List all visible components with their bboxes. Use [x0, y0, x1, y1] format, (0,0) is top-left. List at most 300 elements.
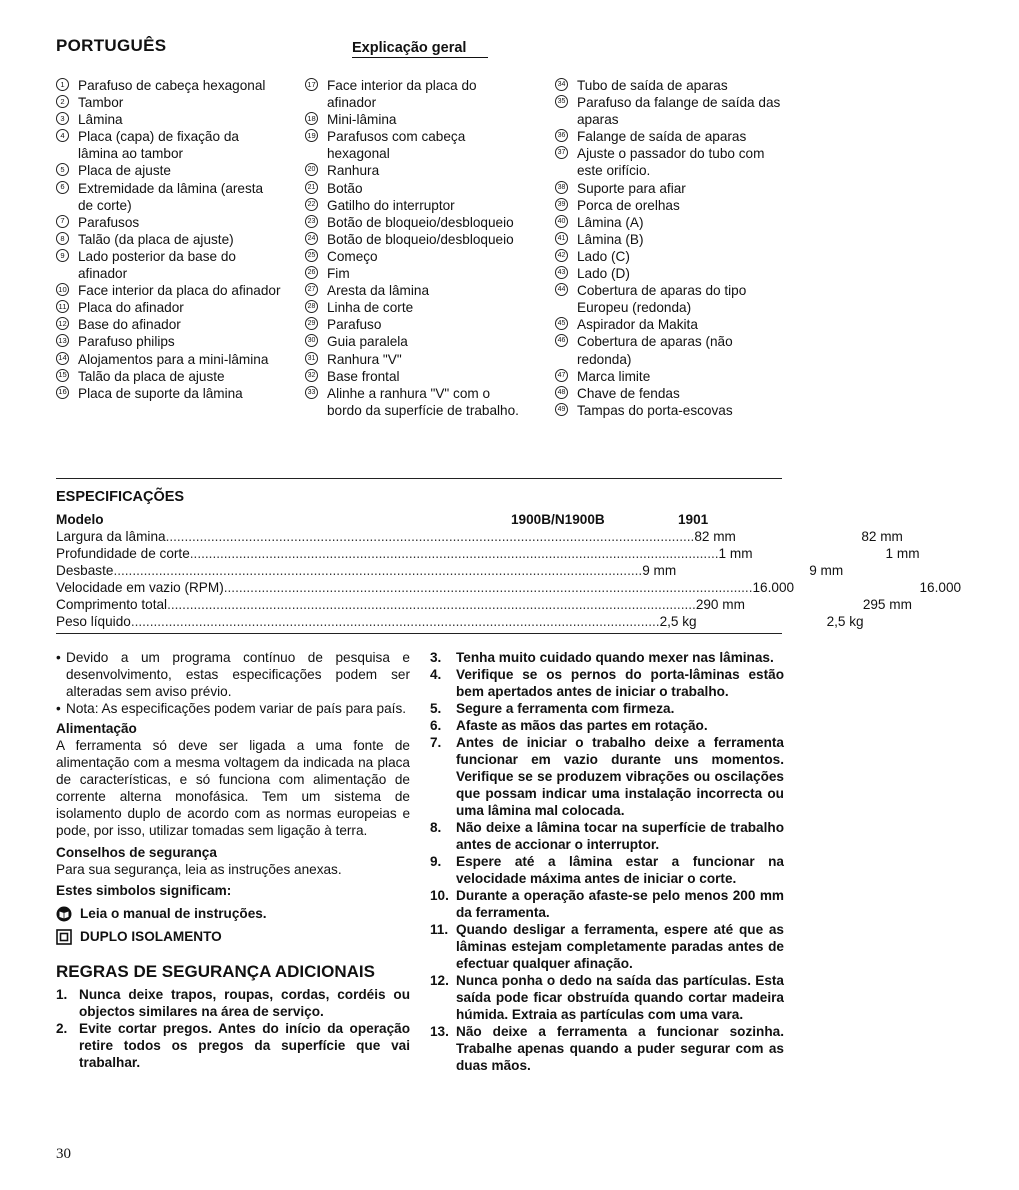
part-number: 34 [555, 78, 568, 91]
rule-text: Afaste as mãos das partes em rotação. [456, 718, 708, 733]
specs-title: ESPECIFICAÇÕES [56, 489, 185, 505]
part-number-wrap [305, 265, 327, 282]
part-label: Gatilho do interruptor [327, 197, 455, 213]
specs-label: Profundidade de corte [56, 546, 190, 561]
part-label: Começo [327, 248, 378, 264]
rule-text: Evite cortar pregos. Antes do início da operação retire todos os pregos da superfície que vai trabalhar. [79, 1021, 410, 1070]
part-number-wrap [555, 282, 577, 316]
specs-label-cell [56, 545, 719, 562]
part-number-wrap [555, 214, 577, 231]
part-label: Parafuso [327, 317, 382, 333]
part-number: 22 [305, 198, 318, 211]
rule-text: Segure a ferramenta com firmeza. [456, 701, 675, 716]
safety-rule [56, 986, 410, 1020]
part-label: Talão da placa de ajuste [78, 368, 225, 384]
specs-value-model-2: 2,5 kg [826, 614, 864, 629]
specs-row [56, 528, 903, 545]
part-item [56, 248, 281, 282]
safety-rule [430, 734, 784, 819]
specs-row [56, 562, 844, 579]
part-item [305, 77, 525, 111]
part-item [56, 162, 281, 179]
manual-icon [56, 906, 72, 922]
part-number-wrap [56, 77, 78, 94]
leader-dots: ............................................................................................................................................ [167, 597, 696, 612]
part-label: Base do afinador [78, 317, 181, 333]
part-label: Extremidade da lâmina (aresta de corte) [78, 180, 264, 213]
specs-value-model-2: 1 mm [885, 546, 920, 561]
part-number: 13 [56, 334, 69, 347]
safety-rule [430, 1023, 784, 1074]
part-label: Parafusos com cabeça hexagonal [327, 129, 466, 162]
part-item [555, 94, 790, 128]
part-number-wrap [555, 385, 577, 402]
part-label: Lâmina (A) [577, 214, 644, 230]
part-number-wrap [56, 316, 78, 333]
specs-value-model-2: 82 mm [861, 529, 903, 544]
part-number-wrap [305, 128, 327, 162]
part-number: 38 [555, 181, 568, 194]
part-item [555, 197, 790, 214]
part-item [56, 180, 281, 214]
part-number: 43 [555, 266, 568, 279]
part-number-wrap [555, 180, 577, 197]
safety-rule [430, 921, 784, 972]
part-item [56, 94, 281, 111]
part-item [56, 128, 281, 162]
part-number: 32 [305, 369, 318, 382]
specs-table [56, 511, 962, 630]
part-number: 21 [305, 181, 318, 194]
part-label: Botão [327, 180, 363, 196]
rule-text: Nunca ponha o dedo na saída das partículas. Esta saída pode ficar obstruída quando cortar madeira húmida. Extraia as partículas com uma vara. [456, 973, 784, 1022]
rule-number: 4. [430, 667, 442, 682]
part-number-wrap [56, 385, 78, 402]
part-label: Parafuso de cabeça hexagonal [78, 78, 266, 93]
part-number-wrap [56, 111, 78, 128]
part-number-wrap [305, 162, 327, 179]
part-label: Talão (da placa de ajuste) [78, 231, 234, 247]
part-number-wrap [555, 77, 577, 94]
part-label: Guia paralela [327, 334, 408, 350]
part-number: 30 [305, 334, 318, 347]
part-label: Tambor [78, 95, 124, 111]
part-label: Mini-lâmina [327, 112, 397, 128]
part-item [56, 77, 281, 94]
part-item [555, 265, 790, 282]
part-number-wrap [56, 248, 78, 282]
part-item [305, 197, 525, 214]
safety-rule [430, 853, 784, 887]
part-item [305, 282, 525, 299]
specs-value-model-1: 9 mm [642, 563, 677, 578]
note-item [56, 700, 410, 717]
part-number: 39 [555, 198, 568, 211]
safety-heading: Conselhos de segurança [56, 845, 217, 860]
specs-label-cell [56, 596, 696, 613]
part-label: Placa de ajuste [78, 163, 171, 179]
part-number: 14 [56, 352, 69, 365]
leader-dots: ............................................................................................................................................ [113, 563, 643, 578]
part-number: 37 [555, 146, 568, 159]
specs-value-model-2: 295 mm [862, 597, 912, 612]
rule-number: 2. [56, 1021, 68, 1036]
part-number-wrap [555, 402, 577, 419]
part-number: 47 [555, 369, 568, 382]
specs-row [56, 613, 864, 630]
part-number: 26 [305, 266, 318, 279]
specs-value-model-1: 82 mm [694, 529, 736, 544]
part-number: 17 [305, 78, 318, 91]
rule-number: 3. [430, 650, 442, 665]
part-number-wrap [305, 77, 327, 111]
part-label: Face interior da placa do afinador [78, 283, 281, 299]
part-label: Cobertura de aparas (não redonda) [577, 334, 733, 367]
rule-number: 13. [430, 1024, 449, 1039]
part-label: Marca limite [577, 368, 651, 384]
part-item [305, 351, 525, 368]
part-number: 45 [555, 317, 568, 330]
additional-rules-title: REGRAS DE SEGURANÇA ADICIONAIS [56, 962, 375, 981]
part-number: 29 [305, 317, 318, 330]
bullet: • [56, 701, 61, 716]
safety-rule [430, 887, 784, 921]
part-item [56, 231, 281, 248]
rule-text: Não deixe a ferramenta a funcionar sozinha. Trabalhe apenas quando a puder segurar com as duas mãos. [456, 1024, 784, 1073]
part-number: 24 [305, 232, 318, 245]
part-item [305, 385, 525, 419]
symbol-row-manual [56, 905, 410, 922]
part-number: 15 [56, 369, 69, 382]
rule-text: Tenha muito cuidado quando mexer nas lâminas. [456, 650, 774, 665]
part-item [56, 316, 281, 333]
part-number-wrap [305, 231, 327, 248]
symbol-text: Leia o manual de instruções. [80, 906, 267, 921]
symbol-row-double-insulation [56, 928, 410, 945]
bullet: • [56, 650, 61, 665]
part-number-wrap [56, 351, 78, 368]
rule-number: 7. [430, 735, 442, 750]
part-item [56, 214, 281, 231]
part-item [56, 111, 281, 128]
part-number: 33 [305, 386, 318, 399]
part-number-wrap [56, 333, 78, 350]
leader-dots: ............................................................................................................................................ [223, 580, 753, 595]
part-item [555, 128, 790, 145]
specs-value-model-2: 16.000 [919, 580, 962, 595]
power-text: A ferramenta só deve ser ligada a uma fonte de alimentação com a mesma voltagem da indicada na placa de características, e só funciona com alimentação de corrente alterna monofásica. Tem um sistema de isolamento duplo de acordo com as normas europeias e pode, por isso, utilizar tomadas sem ligação à terra. [56, 738, 410, 838]
rule-text: Quando desligar a ferramenta, espere até que as lâminas estejam completamente paradas antes de efectuar qualquer afinação. [456, 922, 784, 971]
part-number-wrap [305, 368, 327, 385]
part-label: Fim [327, 266, 350, 282]
rule-number: 9. [430, 854, 442, 869]
safety-text: Para sua segurança, leia as instruções anexas. [56, 862, 342, 877]
part-item [555, 77, 790, 94]
rule-text: Verifique se os pernos do porta-lâminas estão bem apertados antes de iniciar o trabalho. [456, 667, 784, 699]
double-insulation-icon [56, 929, 72, 945]
safety-rule [56, 1020, 410, 1071]
language-heading: PORTUGUÊS [56, 36, 167, 55]
part-item [56, 299, 281, 316]
part-label: Botão de bloqueio/desbloqueio [327, 214, 514, 230]
part-number: 4 [56, 129, 69, 142]
part-number: 7 [56, 215, 69, 228]
part-number-wrap [305, 111, 327, 128]
part-number-wrap [305, 282, 327, 299]
specs-label: Peso líquido [56, 614, 131, 629]
part-item [555, 385, 790, 402]
section-title: Explicação geral [352, 40, 488, 58]
part-number-wrap [555, 316, 577, 333]
part-number: 49 [555, 403, 568, 416]
part-label: Linha de corte [327, 300, 414, 316]
part-number-wrap [56, 128, 78, 162]
part-item [305, 231, 525, 248]
part-item [305, 180, 525, 197]
part-item [555, 316, 790, 333]
specs-model-2: 1901 [678, 512, 709, 527]
safety-rule [430, 972, 784, 1023]
note-text: Nota: As especificações podem variar de país para país. [66, 701, 407, 716]
rule-number: 8. [430, 820, 442, 835]
part-number: 27 [305, 283, 318, 296]
part-label: Cobertura de aparas do tipo Europeu (redonda) [577, 283, 747, 316]
leader-dots: ............................................................................................................................................ [130, 614, 660, 629]
safety-rule [430, 649, 784, 666]
part-item [555, 248, 790, 265]
part-item [555, 368, 790, 385]
part-number-wrap [305, 333, 327, 350]
right-rules-column [430, 649, 784, 1074]
part-number-wrap [555, 265, 577, 282]
part-item [305, 214, 525, 231]
specs-label-cell [56, 613, 660, 630]
part-label: Lado (D) [577, 266, 630, 282]
part-number: 5 [56, 163, 69, 176]
part-label: Lâmina [78, 112, 123, 128]
part-number-wrap [555, 333, 577, 367]
specs-value-model-1: 290 mm [695, 597, 745, 612]
specs-header-label: Modelo [56, 512, 104, 527]
specs-row [56, 545, 920, 562]
part-number: 6 [56, 181, 69, 194]
part-number-wrap [555, 248, 577, 265]
part-label: Porca de orelhas [577, 197, 680, 213]
part-label: Parafuso philips [78, 334, 175, 350]
specs-label: Desbaste [56, 563, 114, 578]
part-number: 11 [56, 300, 69, 313]
part-item [56, 385, 281, 402]
part-label: Botão de bloqueio/desbloqueio [327, 231, 514, 247]
part-label: Falange de saída de aparas [577, 129, 747, 145]
part-label: Tampas do porta-escovas [577, 402, 733, 418]
part-number-wrap [305, 248, 327, 265]
part-item [56, 368, 281, 385]
part-number: 9 [56, 249, 69, 262]
part-number: 42 [555, 249, 568, 262]
part-number-wrap [305, 316, 327, 333]
part-number: 23 [305, 215, 318, 228]
part-number: 18 [305, 112, 318, 125]
specs-label-cell [56, 562, 642, 579]
part-number-wrap [555, 197, 577, 214]
part-item [56, 333, 281, 350]
rule-text: Antes de iniciar o trabalho deixe a ferramenta funcionar em vazio durante uns momentos. Verifique se se produzem vibrações ou oscilações que possam indicar uma instalação incorrecta ou uma lâmina mal colocada. [456, 735, 784, 818]
part-item [305, 368, 525, 385]
part-label: Alojamentos para a mini-lâmina [78, 351, 269, 367]
specs-value-model-1: 2,5 kg [659, 614, 697, 629]
part-label: Chave de fendas [577, 385, 680, 401]
parts-list-column-3 [555, 77, 790, 419]
part-number-wrap [56, 299, 78, 316]
part-number-wrap [56, 214, 78, 231]
part-number: 35 [555, 95, 568, 108]
part-number: 12 [56, 317, 69, 330]
part-number: 40 [555, 215, 568, 228]
specs-label: Velocidade em vazio (RPM) [56, 580, 224, 595]
leader-dots: ............................................................................................................................................ [165, 529, 695, 544]
specs-row [56, 596, 912, 613]
part-label: Aspirador da Makita [577, 317, 698, 333]
part-number-wrap [56, 162, 78, 179]
part-item [305, 265, 525, 282]
part-item [305, 248, 525, 265]
rule-number: 5. [430, 701, 442, 716]
part-number-wrap [56, 282, 78, 299]
part-number: 25 [305, 249, 318, 262]
specs-header-row [56, 511, 782, 528]
part-label: Suporte para afiar [577, 180, 686, 196]
page-number: 30 [56, 1146, 71, 1162]
part-label: Placa do afinador [78, 300, 184, 316]
part-item [555, 282, 790, 316]
rule-number: 12. [430, 973, 449, 988]
part-number-wrap [305, 197, 327, 214]
part-number-wrap [305, 385, 327, 419]
specs-row [56, 579, 962, 596]
part-item [56, 351, 281, 368]
part-number: 28 [305, 300, 318, 313]
part-label: Ranhura [327, 163, 380, 179]
part-number-wrap [56, 368, 78, 385]
part-item [555, 333, 790, 367]
part-number-wrap [305, 299, 327, 316]
part-number-wrap [56, 231, 78, 248]
part-number-wrap [555, 128, 577, 145]
part-label: Parafuso da falange de saída das aparas [577, 95, 781, 128]
part-item [555, 214, 790, 231]
part-item [305, 299, 525, 316]
part-number-wrap [555, 231, 577, 248]
symbols-heading: Estes simbolos significam: [56, 883, 232, 898]
part-label: Ranhura "V" [327, 351, 402, 367]
part-number: 41 [555, 232, 568, 245]
parts-list-column-1 [56, 77, 281, 402]
part-item [305, 316, 525, 333]
part-number-wrap [555, 368, 577, 385]
part-label: Base frontal [327, 368, 400, 384]
specs-value-model-2: 9 mm [809, 563, 844, 578]
rule-number: 10. [430, 888, 449, 903]
part-item [305, 162, 525, 179]
specs-label: Comprimento total [56, 597, 168, 612]
part-number: 44 [555, 283, 568, 296]
part-item [56, 282, 281, 299]
divider [56, 633, 782, 634]
part-label: Lado (C) [577, 248, 630, 264]
divider [56, 478, 782, 479]
part-number: 16 [56, 386, 69, 399]
left-text-column [56, 649, 410, 1071]
part-label: Lado posterior da base do afinador [78, 248, 236, 282]
part-number-wrap [56, 180, 78, 214]
part-label: Parafusos [78, 214, 140, 230]
rule-number: 1. [56, 987, 68, 1002]
rule-number: 11. [430, 922, 449, 937]
part-number: 19 [305, 129, 318, 142]
part-item [555, 180, 790, 197]
part-number: 48 [555, 386, 568, 399]
rule-text: Espere até a lâmina estar a funcionar na velocidade máxima antes de iniciar o corte. [456, 854, 784, 886]
specs-label: Largura da lâmina [56, 529, 166, 544]
part-label: Lâmina (B) [577, 231, 644, 247]
part-label: Face interior da placa do afinador [327, 78, 477, 111]
part-number-wrap [555, 145, 577, 179]
part-number: 10 [56, 283, 69, 296]
parts-list-column-2 [305, 77, 525, 419]
part-number-wrap [555, 94, 577, 128]
rule-text: Não deixe a lâmina tocar na superfície de trabalho antes de accionar o interruptor. [456, 820, 784, 852]
part-item [555, 231, 790, 248]
power-heading: Alimentação [56, 721, 137, 736]
part-number: 2 [56, 95, 69, 108]
note-item [56, 649, 410, 700]
safety-rule [430, 700, 784, 717]
specs-model-1: 1900B/N1900B [511, 512, 605, 527]
part-number: 46 [555, 334, 568, 347]
specs-value-model-1: 1 mm [718, 546, 753, 561]
part-label: Tubo de saída de aparas [577, 78, 728, 93]
part-number-wrap [305, 351, 327, 368]
leader-dots: ............................................................................................................................................ [189, 546, 719, 561]
part-item [555, 402, 790, 419]
specs-label-cell [56, 528, 694, 545]
symbol-text: DUPLO ISOLAMENTO [80, 929, 222, 944]
part-label: Placa (capa) de fixação da lâmina ao tambor [78, 129, 239, 162]
note-text: Devido a um programa contínuo de pesquisa e desenvolvimento, estas especificações podem ser alteradas sem aviso prévio. [66, 650, 410, 699]
part-number-wrap [56, 94, 78, 111]
part-label: Placa de suporte da lâmina [78, 385, 243, 401]
part-item [555, 145, 790, 179]
safety-rule [430, 666, 784, 700]
part-number: 20 [305, 163, 318, 176]
part-number: 36 [555, 129, 568, 142]
part-item [305, 333, 525, 350]
part-label: Ajuste o passador do tubo com este orifício. [577, 146, 765, 179]
part-item [305, 111, 525, 128]
part-number: 8 [56, 232, 69, 245]
rule-text: Nunca deixe trapos, roupas, cordas, cordéis ou objectos similares na área de serviço. [79, 987, 410, 1019]
part-label: Aresta da lâmina [327, 283, 430, 299]
part-number: 3 [56, 112, 69, 125]
part-number-wrap [305, 214, 327, 231]
specs-value-model-1: 16.000 [752, 580, 795, 595]
safety-rule [430, 717, 784, 734]
part-item [305, 128, 525, 162]
rule-text: Durante a operação afaste-se pelo menos 200 mm da ferramenta. [456, 888, 784, 920]
part-number: 1 [56, 78, 69, 91]
part-number-wrap [305, 180, 327, 197]
